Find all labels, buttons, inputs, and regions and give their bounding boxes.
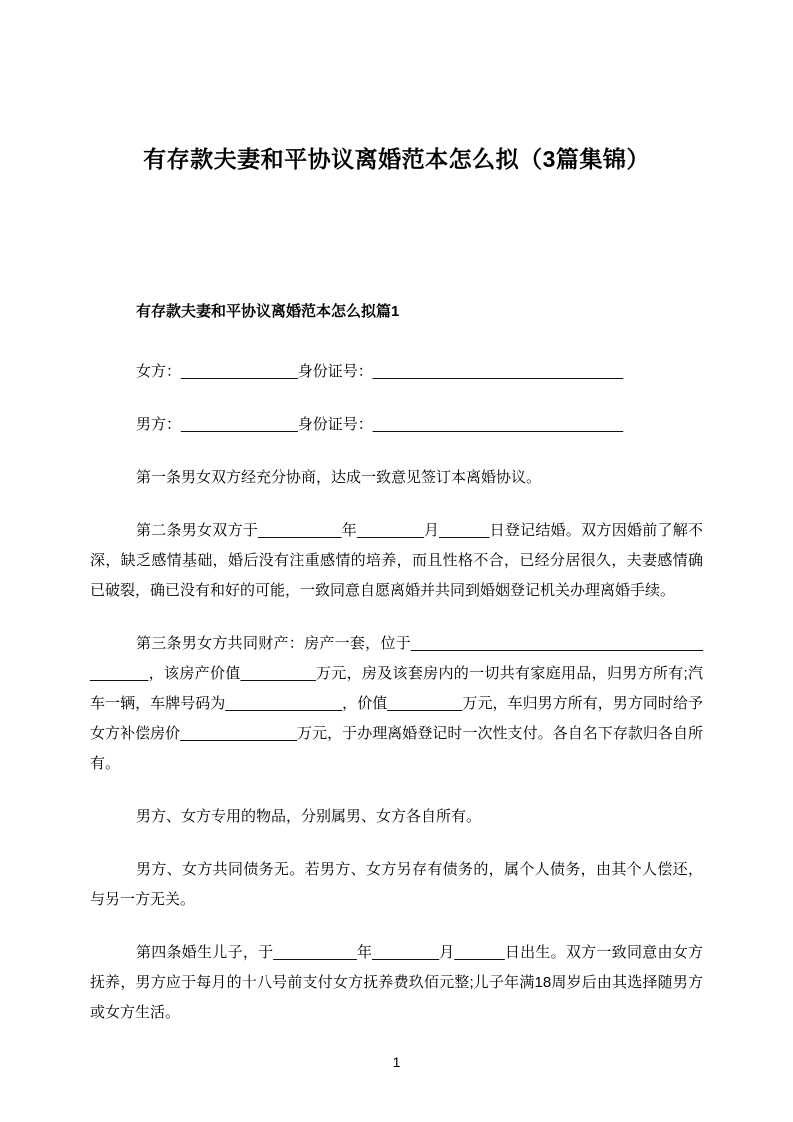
paragraph-article-3-property: 第三条男女方共同财产：房产一套，位于__________________________________________，该房产价值_________万元，房及该套房内的一切共有家庭用品，归男方所有;汽车一辆，车牌号码为______________，价值_________万元，车归男方所有，男方同时给予女方补偿房价______________万元，于办理离婚登记时一次性支付。各自名下存款归各自所有。 <box>90 635 703 772</box>
paragraph-article-2-marriage: 第二条男女双方于__________年________月______日登记结婚。双方因婚前了解不深，缺乏感情基础，婚后没有注重感情的培养，而且性格不合，已经分居很久，夫妻感情确已破裂，确已没有和好的可能，一致同意自愿离婚并共同到婚姻登记机关办理离婚手续。 <box>90 522 703 599</box>
document-body <box>90 297 703 1028</box>
paragraph-personal-items: 男方、女方专用的物品，分别属男、女方各自所有。 <box>136 808 482 825</box>
paragraph-woman-identity: 女方：______________身份证号：______________________________ <box>136 363 624 380</box>
section-heading: 有存款夫妻和平协议离婚范本怎么拟篇1 <box>136 303 400 320</box>
paragraph-man-identity: 男方：______________身份证号：______________________________ <box>136 416 624 433</box>
paragraph-debts: 男方、女方共同债务无。若男方、女方另存有债务的，属个人债务，由其个人偿还，与另一方无关。 <box>90 861 703 908</box>
page-number: 1 <box>392 1054 401 1070</box>
paragraph-article-4-child: 第四条婚生儿子，于__________年________月______日出生。双方一致同意由女方抚养，男方应于每月的十八号前支付女方抚养费玖佰元整;儿子年满18周岁后由其选择随男方或女方生活。 <box>90 944 703 1021</box>
document-title: 有存款夫妻和平协议离婚范本怎么拟（3篇集锦） <box>143 146 650 172</box>
paragraph-article-1-agreement: 第一条男女双方经充分协商，达成一致意见签订本离婚协议。 <box>136 469 542 486</box>
